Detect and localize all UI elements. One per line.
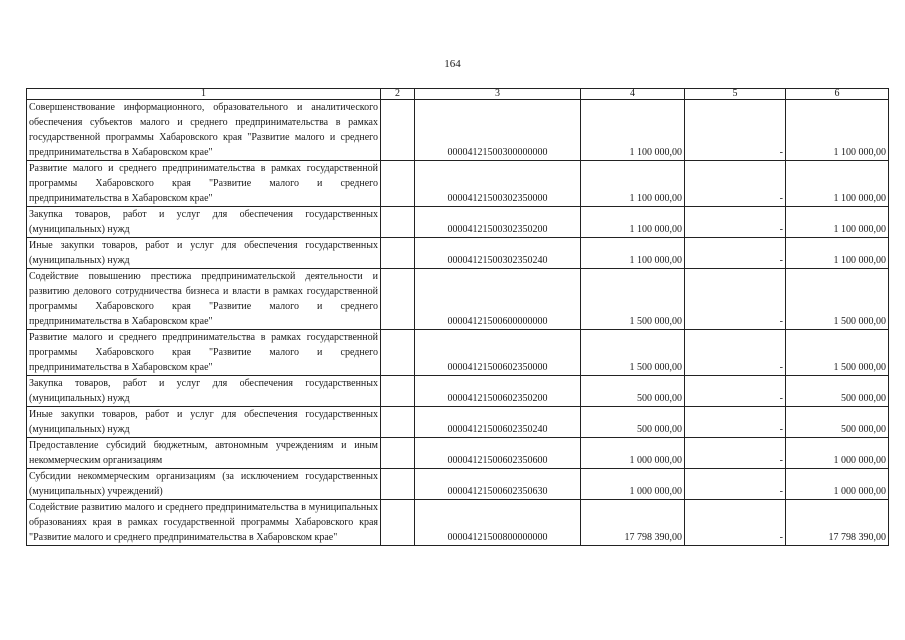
row-col5: -	[685, 407, 786, 438]
table-row	[27, 469, 889, 500]
row-description: Содействие развитию малого и среднего предпринимательства в муниципальных образованиях края в рамках государственной программы Хабаровского края "Развитие малого и среднего предпринимательства в Хабаровском крае"	[27, 500, 381, 546]
header-col-2: 2	[381, 89, 415, 100]
row-amount: 500 000,00	[581, 407, 685, 438]
row-col5: -	[685, 238, 786, 269]
row-description: Содействие повышению престижа предпринимательской деятельности и развитию делового сотрудничества бизнеса и власти в рамках государственной программы Хабаровского края "Развитие малого и среднего предпринимательства в Хабаровском крае"	[27, 269, 381, 330]
row-total: 1 500 000,00	[786, 330, 889, 376]
row-description: Развитие малого и среднего предпринимательства в рамках государственной программы Хабаровского края "Развитие малого и среднего предпринимательства в Хабаровском крае"	[27, 161, 381, 207]
row-amount: 1 100 000,00	[581, 207, 685, 238]
header-col-6: 6	[786, 89, 889, 100]
table-row	[27, 100, 889, 161]
row-amount: 1 000 000,00	[581, 469, 685, 500]
row-amount: 1 100 000,00	[581, 238, 685, 269]
row-code: 00004121500302350000	[415, 161, 581, 207]
row-total: 1 100 000,00	[786, 238, 889, 269]
table-row	[27, 376, 889, 407]
row-code: 00004121500602350000	[415, 330, 581, 376]
page-number: 164	[444, 58, 461, 70]
row-col5: -	[685, 500, 786, 546]
row-total: 1 100 000,00	[786, 100, 889, 161]
row-col2	[381, 407, 415, 438]
row-code: 00004121500602350630	[415, 469, 581, 500]
row-total: 1 100 000,00	[786, 161, 889, 207]
row-total: 500 000,00	[786, 376, 889, 407]
row-description: Закупка товаров, работ и услуг для обеспечения государственных (муниципальных) нужд	[27, 376, 381, 407]
row-col2	[381, 469, 415, 500]
row-amount: 17 798 390,00	[581, 500, 685, 546]
header-col-1: 1	[27, 89, 381, 100]
row-col2	[381, 438, 415, 469]
row-amount: 1 500 000,00	[581, 269, 685, 330]
row-col5: -	[685, 438, 786, 469]
row-total: 1 500 000,00	[786, 269, 889, 330]
row-code: 00004121500600000000	[415, 269, 581, 330]
row-total: 500 000,00	[786, 407, 889, 438]
row-col5: -	[685, 100, 786, 161]
row-amount: 1 000 000,00	[581, 438, 685, 469]
row-code: 00004121500302350200	[415, 207, 581, 238]
row-description: Развитие малого и среднего предпринимательства в рамках государственной программы Хабаровского края "Развитие малого и среднего предпринимательства в Хабаровском крае"	[27, 330, 381, 376]
row-description: Совершенствование информационного, образовательного и аналитического обеспечения субъектов малого и среднего предпринимательства в рамках государственной программы Хабаровского края "Развитие малого и среднего предпринимательства в Хабаровском крае"	[27, 100, 381, 161]
row-code: 00004121500800000000	[415, 500, 581, 546]
row-col5: -	[685, 269, 786, 330]
table-row	[27, 438, 889, 469]
row-code: 00004121500300000000	[415, 100, 581, 161]
row-code: 00004121500602350600	[415, 438, 581, 469]
row-description: Иные закупки товаров, работ и услуг для обеспечения государственных (муниципальных) нужд	[27, 238, 381, 269]
row-total: 17 798 390,00	[786, 500, 889, 546]
row-total: 1 100 000,00	[786, 207, 889, 238]
row-col2	[381, 330, 415, 376]
table-row	[27, 238, 889, 269]
row-description: Закупка товаров, работ и услуг для обеспечения государственных (муниципальных) нужд	[27, 207, 381, 238]
table-row	[27, 207, 889, 238]
header-col-3: 3	[415, 89, 581, 100]
row-description: Субсидии некоммерческим организациям (за исключением государственных (муниципальных) учреждений)	[27, 469, 381, 500]
row-description: Предоставление субсидий бюджетным, автономным учреждениям и иным некоммерческим организациям	[27, 438, 381, 469]
row-col5: -	[685, 207, 786, 238]
row-col2	[381, 238, 415, 269]
table-row	[27, 407, 889, 438]
budget-table	[26, 88, 889, 546]
row-code: 00004121500602350200	[415, 376, 581, 407]
row-col5: -	[685, 469, 786, 500]
table-row	[27, 330, 889, 376]
header-col-5: 5	[685, 89, 786, 100]
row-col2	[381, 207, 415, 238]
row-amount: 500 000,00	[581, 376, 685, 407]
table-header-row	[27, 89, 889, 100]
row-col5: -	[685, 161, 786, 207]
table-row	[27, 161, 889, 207]
row-total: 1 000 000,00	[786, 438, 889, 469]
row-code: 00004121500302350240	[415, 238, 581, 269]
row-col2	[381, 500, 415, 546]
row-amount: 1 500 000,00	[581, 330, 685, 376]
row-code: 00004121500602350240	[415, 407, 581, 438]
row-col5: -	[685, 376, 786, 407]
row-col2	[381, 100, 415, 161]
row-amount: 1 100 000,00	[581, 161, 685, 207]
row-col2	[381, 269, 415, 330]
row-col2	[381, 161, 415, 207]
row-col2	[381, 376, 415, 407]
row-amount: 1 100 000,00	[581, 100, 685, 161]
row-col5: -	[685, 330, 786, 376]
row-total: 1 000 000,00	[786, 469, 889, 500]
table-row	[27, 500, 889, 546]
row-description: Иные закупки товаров, работ и услуг для обеспечения государственных (муниципальных) нужд	[27, 407, 381, 438]
table-row	[27, 269, 889, 330]
header-col-4: 4	[581, 89, 685, 100]
